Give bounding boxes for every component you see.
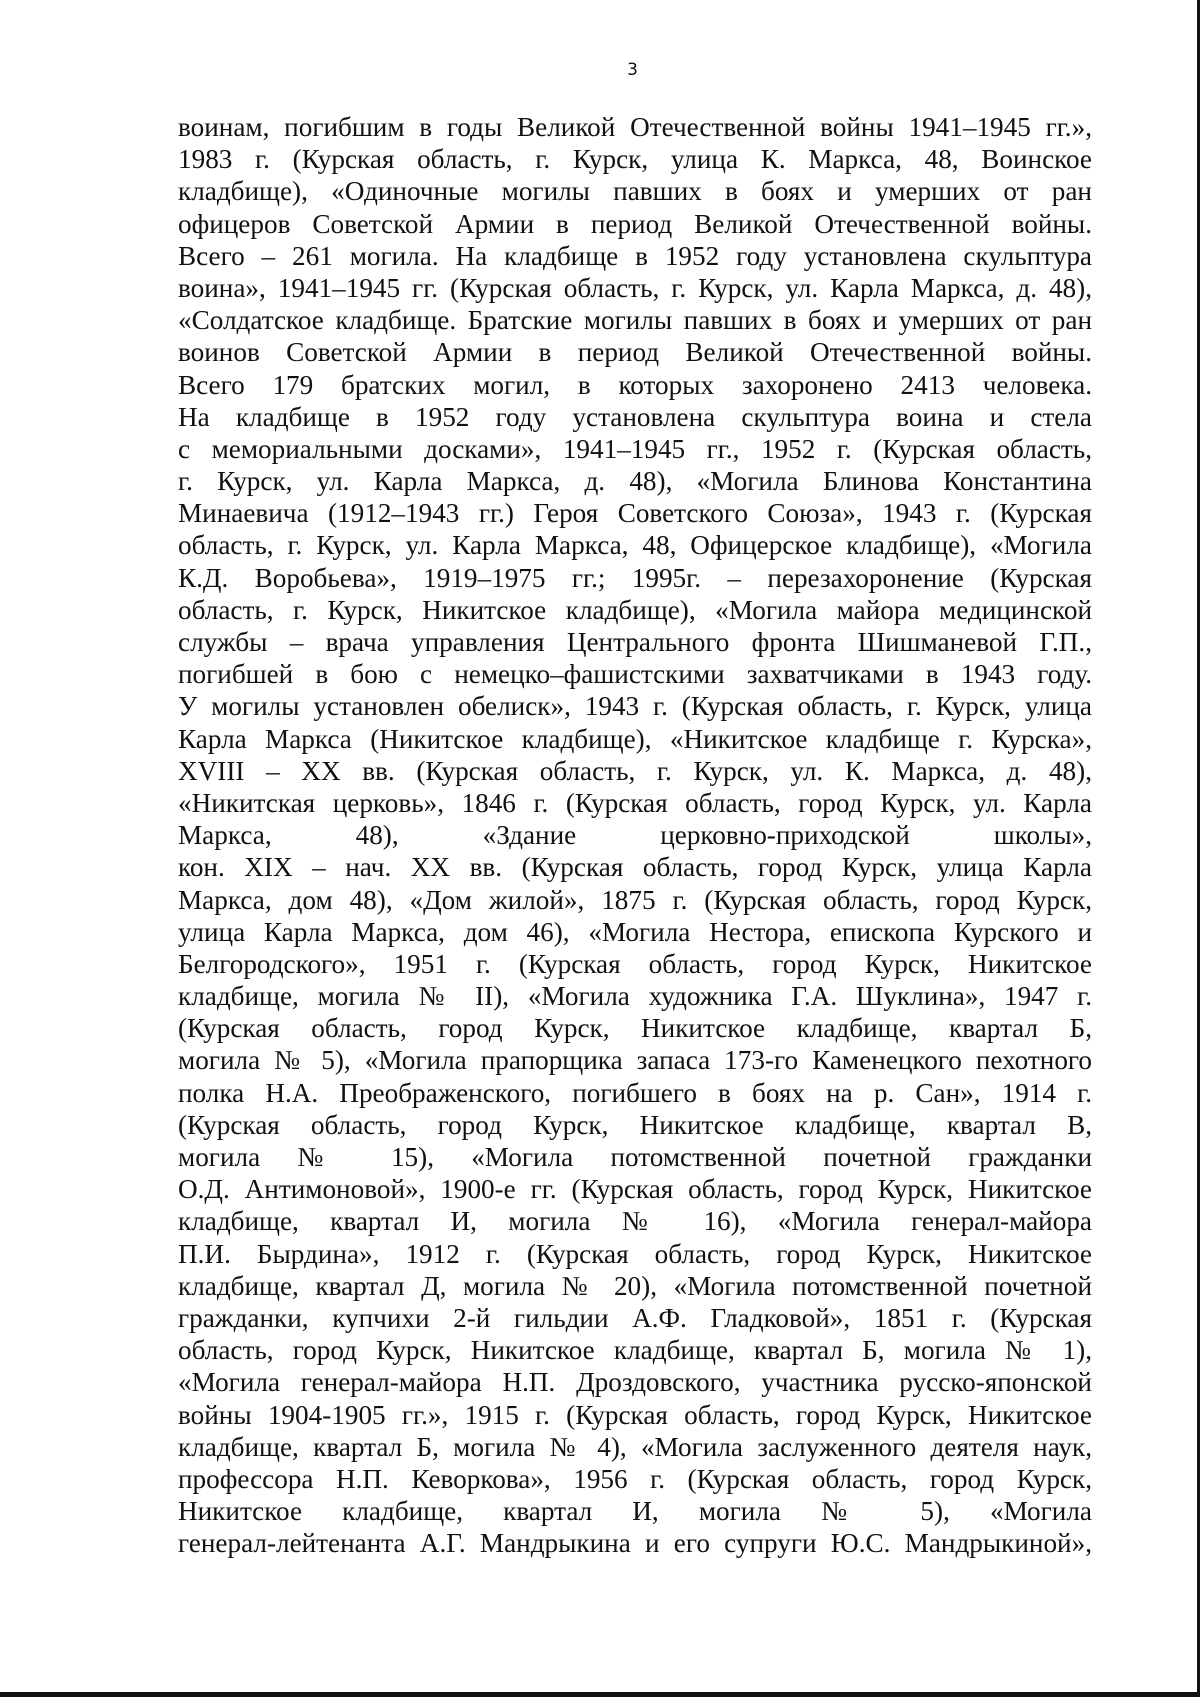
text-line: профессора Н.П. Кеворкова», 1956 г. (Курская область, город Курск, bbox=[178, 1463, 1092, 1494]
text-line: полка Н.А. Преображенского, погибшего в боях на р. Сан», 1914 г. bbox=[178, 1077, 1092, 1108]
text-line: К.Д. Воробьева», 1919–1975 гг.; 1995г. – перезахоронение (Курская bbox=[178, 562, 1092, 593]
scan-border-bottom bbox=[0, 1692, 1200, 1697]
text-line: (Курская область, город Курск, Никитское кладбище, квартал В, bbox=[178, 1109, 1092, 1140]
text-line: Карла Маркса (Никитское кладбище), «Никитское кладбище г. Курска», bbox=[178, 723, 1092, 754]
text-line: Никитское кладбище, квартал И, могила № 5), «Могила bbox=[178, 1496, 1092, 1527]
text-line: область, г. Курск, ул. Карла Маркса, 48, Офицерское кладбище), «Могила bbox=[178, 530, 1092, 561]
text-line: войны 1904-1905 гг.», 1915 г. (Курская область, город Курск, Никитское bbox=[178, 1399, 1092, 1430]
text-line: кон. XIX – нач. XX вв. (Курская область, город Курск, улица Карла bbox=[178, 852, 1092, 883]
text-line: Всего – 261 могила. На кладбище в 1952 году установлена скульптура bbox=[178, 240, 1092, 271]
text-line: генерал-лейтенанта А.Г. Мандрыкина и его супруги Ю.С. Мандрыкиной», bbox=[178, 1528, 1092, 1559]
text-line: Маркса, 48), «Здание церковно-приходской школы», bbox=[178, 820, 1092, 851]
text-line: с мемориальными досками», 1941–1945 гг., 1952 г. (Курская область, bbox=[178, 433, 1092, 464]
text-line: На кладбище в 1952 году установлена скульптура воина и стела bbox=[178, 401, 1092, 432]
text-line: XVIII – XX вв. (Курская область, г. Курск, ул. К. Маркса, д. 48), bbox=[178, 755, 1092, 786]
text-line: «Могила генерал-майора Н.П. Дроздовского, участника русско-японской bbox=[178, 1367, 1092, 1398]
text-line: область, город Курск, Никитское кладбище, квартал Б, могила № 1), bbox=[178, 1335, 1092, 1366]
text-line: службы – врача управления Центрального фронта Шишманевой Г.П., bbox=[178, 627, 1092, 657]
text-line: кладбище, квартал Д, могила № 20), «Могила потомственной почетной bbox=[178, 1270, 1092, 1301]
text-line: могила № 15), «Могила потомственной почетной гражданки bbox=[178, 1142, 1092, 1172]
text-line: погибшей в бою с немецко–фашистскими захватчиками в 1943 году. bbox=[178, 659, 1092, 690]
text-line: область, г. Курск, Никитское кладбище), «Могила майора медицинской bbox=[178, 594, 1092, 625]
body-text bbox=[178, 111, 1092, 1559]
text-line: Маркса, дом 48), «Дом жилой», 1875 г. (Курская область, город Курск, bbox=[178, 884, 1092, 915]
text-line: воинам, погибшим в годы Великой Отечественной войны 1941–1945 гг.», bbox=[178, 112, 1092, 142]
text-line: «Никитская церковь», 1846 г. (Курская область, город Курск, ул. Карла bbox=[178, 787, 1092, 818]
text-line: могила № 5), «Могила прапорщика запаса 173-го Каменецкого пехотного bbox=[178, 1045, 1092, 1076]
text-line: гражданки, купчихи 2-й гильдии А.Ф. Гладковой», 1851 г. (Курская bbox=[178, 1302, 1092, 1333]
text-line: У могилы установлен обелиск», 1943 г. (Курская область, г. Курск, улица bbox=[178, 691, 1092, 722]
text-line: г. Курск, ул. Карла Маркса, д. 48), «Могила Блинова Константина bbox=[178, 466, 1092, 497]
text-line: Всего 179 братских могил, в которых захоронено 2413 человека. bbox=[178, 369, 1092, 400]
text-line: кладбище, могила № II), «Могила художника Г.А. Шуклина», 1947 г. bbox=[178, 981, 1092, 1012]
text-line: 1983 г. (Курская область, г. Курск, улица К. Маркса, 48, Воинское bbox=[178, 144, 1092, 175]
text-line: П.И. Бырдина», 1912 г. (Курская область, город Курск, Никитское bbox=[178, 1238, 1092, 1269]
text-line: кладбище), «Одиночные могилы павших в боях и умерших от ран bbox=[178, 176, 1092, 207]
page-number: 3 bbox=[627, 60, 638, 80]
text-line: (Курская область, город Курск, Никитское кладбище, квартал Б, bbox=[178, 1013, 1092, 1044]
text-line: Минаевича (1912–1943 гг.) Героя Советского Союза», 1943 г. (Курская bbox=[178, 498, 1092, 529]
text-line: кладбище, квартал Б, могила № 4), «Могила заслуженного деятеля наук, bbox=[178, 1431, 1092, 1462]
text-line: воина», 1941–1945 гг. (Курская область, г. Курск, ул. Карла Маркса, д. 48), bbox=[178, 272, 1092, 303]
text-line: воинов Советской Армии в период Великой Отечественной войны. bbox=[178, 337, 1092, 368]
text-line: «Солдатское кладбище. Братские могилы павших в боях и умерших от ран bbox=[178, 305, 1092, 336]
text-line: О.Д. Антимоновой», 1900-е гг. (Курская область, город Курск, Никитское bbox=[178, 1174, 1092, 1205]
text-line: офицеров Советской Армии в период Великой Отечественной войны. bbox=[178, 208, 1092, 239]
text-line: улица Карла Маркса, дом 46), «Могила Нестора, епископа Курского и bbox=[178, 916, 1092, 947]
text-line: Белгородского», 1951 г. (Курская область, город Курск, Никитское bbox=[178, 948, 1092, 979]
text-line: кладбище, квартал И, могила № 16), «Могила генерал-майора bbox=[178, 1206, 1092, 1237]
